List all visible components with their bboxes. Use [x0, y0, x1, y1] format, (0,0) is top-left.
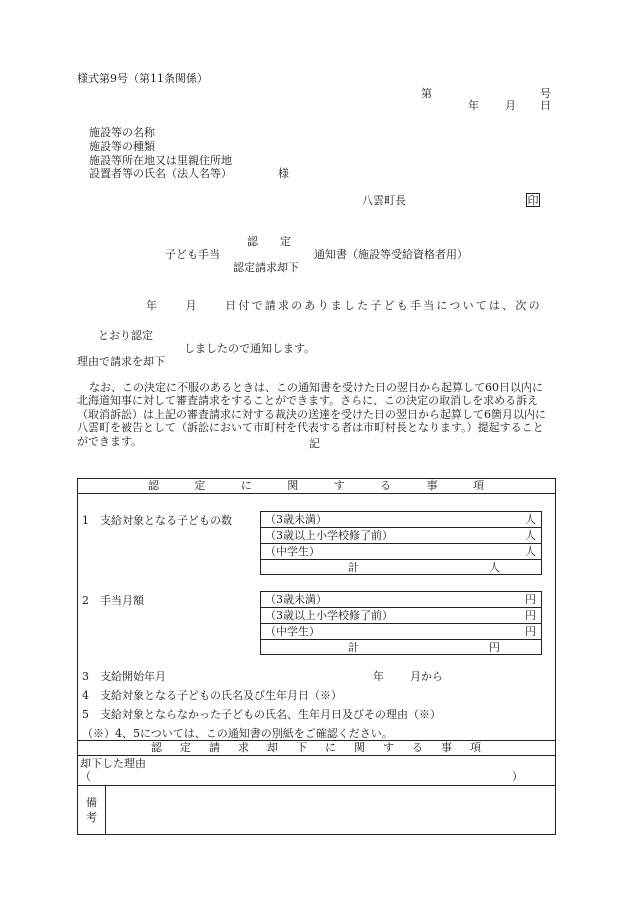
item3-year: 年: [373, 670, 384, 683]
item3-month: 月から: [410, 670, 443, 683]
title-subject: 子ども手当: [165, 248, 220, 261]
section1-header-char: に: [240, 479, 252, 492]
appeal-notice: なお、この決定に不服のあるときは、この通知書を受けた日の翌日から起算して60日以内に北海道知事に対して審査請求をすることができます。さらに、この決定の取消しを求める訴え（取消訴訟）は上記の審査請求に対する裁決の送達を受けた日の翌日から起算して6箇月以内に八雲町を被告として（訴訟において市町村を代表する者は市町村長となります。）提起することができます。: [77, 381, 546, 448]
date-day: 日: [540, 99, 551, 112]
children-row-label: （3歳未満）: [265, 513, 327, 526]
section1-header-rule: [77, 493, 556, 494]
reason-paren-open: （: [80, 770, 91, 783]
date-year: 年: [468, 99, 479, 112]
children-total-label: 計: [348, 561, 359, 574]
section2-header-char: に: [325, 741, 336, 754]
section2-header-char: 請: [209, 741, 220, 754]
section1-header-char: る: [380, 479, 392, 492]
remarks-divider: [105, 785, 106, 835]
section2-header-char: 事: [441, 741, 452, 754]
section2-header-char: 定: [180, 741, 191, 754]
item2-label: 2 手当月額: [82, 594, 144, 607]
section2-header-char: 求: [238, 741, 249, 754]
row-divider: [260, 527, 542, 528]
section1-header-char: 項: [472, 479, 484, 492]
ki-mark: 記: [309, 437, 320, 450]
amount-row-label: （中学生）: [265, 625, 320, 638]
item4-label: 4 支給対象となる子どもの氏名及び生年月日（※）: [82, 689, 342, 702]
facility-address-label: 施設等所在地又は里親住所地: [89, 154, 232, 167]
amount-row-label: （3歳以上小学校修了前）: [265, 609, 393, 622]
body-line3: しましたので通知します。: [184, 342, 316, 355]
row-divider: [260, 607, 542, 608]
section2-header-char: る: [412, 741, 423, 754]
body-line2: とおり認定: [98, 329, 153, 342]
row-divider: [260, 639, 542, 640]
remarks-char1: 備: [86, 796, 97, 809]
founder-name-label: 設置者等の氏名（法人名等）: [89, 167, 232, 180]
children-total-unit: 人: [489, 561, 500, 574]
item3-label: 3 支給開始年月: [82, 670, 166, 683]
date-month: 月: [505, 99, 516, 112]
row-divider: [260, 623, 542, 624]
children-row-unit: 人: [525, 513, 536, 526]
item1-label: 1 支給対象となる子どもの数: [82, 514, 232, 527]
section2-header: [151, 741, 481, 755]
form-number: 様式第9号（第11条関係）: [77, 72, 208, 85]
title-kyakka: 認定請求却下: [233, 261, 299, 274]
section2-header-char: 項: [470, 741, 481, 754]
number-prefix: 第: [421, 87, 432, 100]
amount-row-unit: 円: [525, 593, 536, 606]
title-nintei: 認 定: [247, 235, 291, 248]
section2-header-char: 下: [296, 741, 307, 754]
amount-row-label: （3歳未満）: [265, 593, 327, 606]
section1-header-char: 関: [287, 479, 299, 492]
row-divider: [260, 543, 542, 544]
section1-header-char: 定: [194, 479, 206, 492]
section2-header-char: 関: [354, 741, 365, 754]
reason-paren-close: ）: [512, 770, 523, 783]
facility-type-label: 施設等の種類: [89, 140, 155, 153]
amount-row-unit: 円: [525, 625, 536, 638]
children-row-unit: 人: [525, 545, 536, 558]
honorific: 様: [278, 167, 289, 180]
row-divider: [260, 559, 542, 560]
section1-header-char: 認: [148, 479, 159, 492]
body-line1: 年 月 日付で請求のありました子ども手当については、次の: [146, 299, 542, 312]
issuer-title: 八雲町長: [362, 194, 406, 207]
children-row-label: （3歳以上小学校修了前）: [265, 529, 393, 542]
section2-header-char: 認: [151, 741, 162, 754]
reason-label: 却下した理由: [80, 757, 146, 770]
body-line4: 理由で請求を却下: [77, 355, 165, 368]
note-label: （※）4、5については、この通知書の別紙をご確認ください。: [82, 727, 393, 740]
section1-header-char: 事: [426, 479, 438, 492]
number-suffix: 号: [540, 87, 551, 100]
seal-mark: 印: [527, 194, 539, 207]
section2-header-char: す: [383, 741, 394, 754]
item5-label: 5 支給対象とならなかった子どもの氏名、生年月日及びその理由（※）: [82, 708, 441, 721]
children-row-label: （中学生）: [265, 545, 320, 558]
remarks-char2: 考: [86, 811, 97, 824]
title-suffix: 通知書（施設等受給資格者用）: [314, 248, 468, 261]
amount-row-unit: 円: [525, 609, 536, 622]
children-row-unit: 人: [525, 529, 536, 542]
amount-total-label: 計: [348, 641, 359, 654]
section1-header-char: す: [333, 479, 345, 492]
section2-header-char: 却: [267, 741, 278, 754]
remarks-top-rule: [77, 785, 556, 786]
section1-header: [148, 479, 484, 493]
facility-name-label: 施設等の名称: [89, 126, 155, 139]
amount-total-unit: 円: [489, 641, 500, 654]
section2-header-rule: [77, 755, 556, 756]
